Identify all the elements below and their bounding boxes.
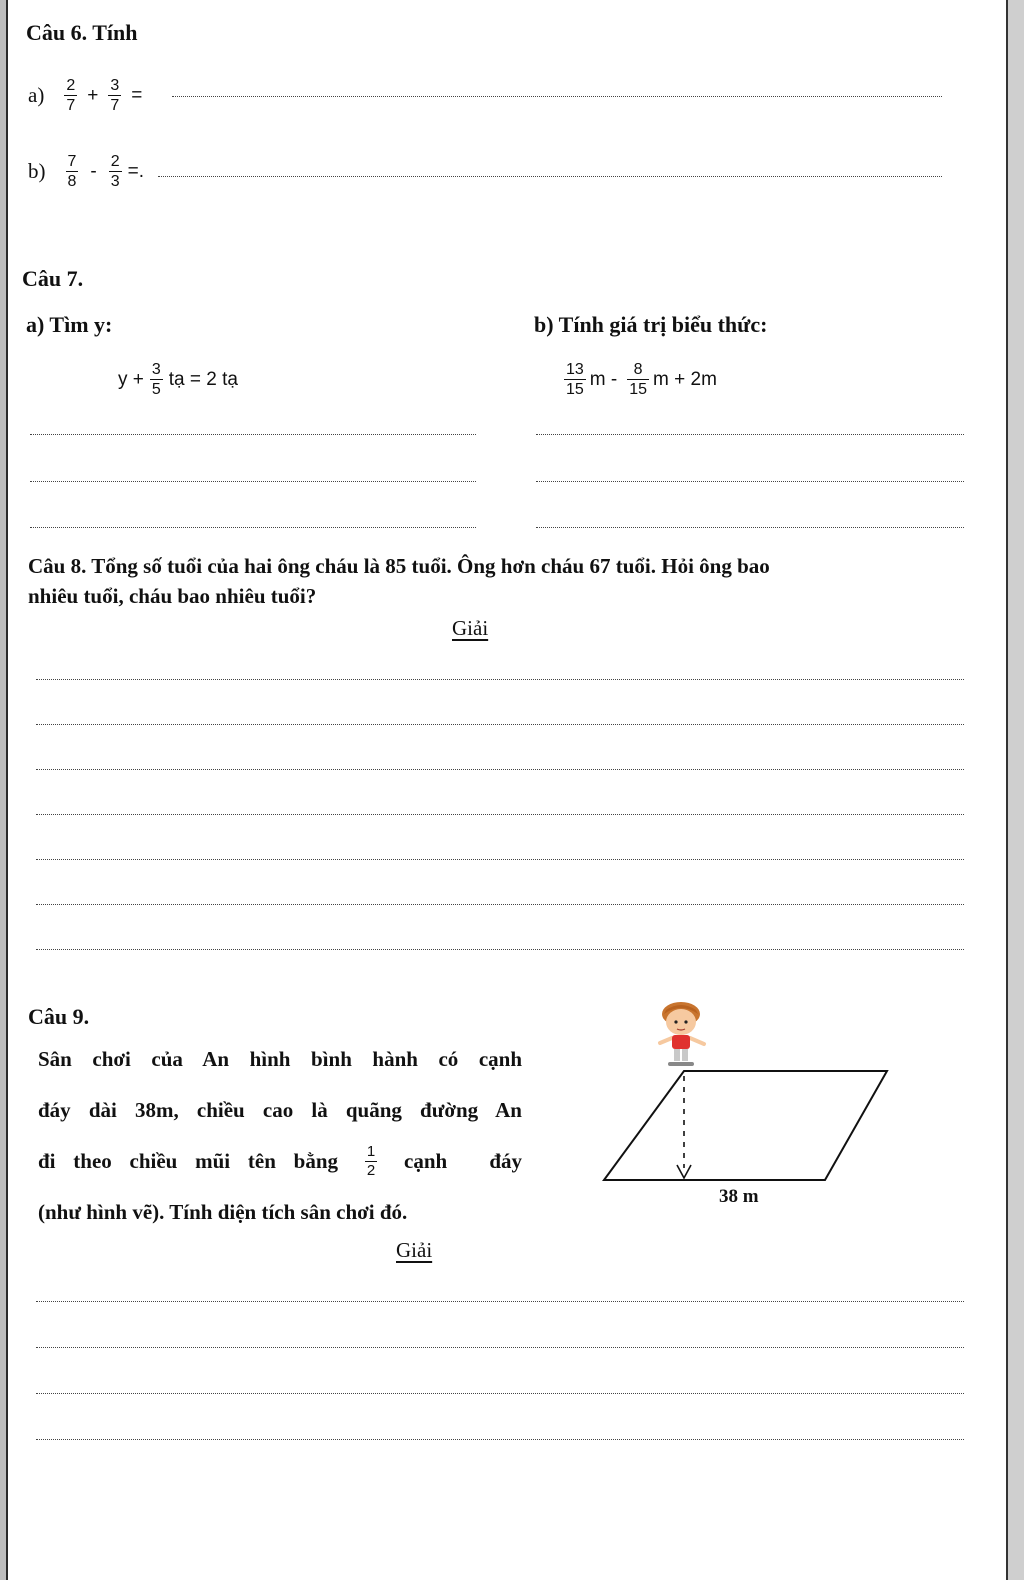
q7-b-post: m + 2m (653, 368, 717, 390)
parallelogram-shape (604, 1071, 887, 1180)
q9-base-label: 38 m (719, 1186, 759, 1207)
q6-b-expression (28, 152, 144, 191)
q7-a-equation (118, 360, 238, 399)
q6-a-expression (28, 76, 142, 115)
q6-b-operator: - (90, 160, 97, 182)
q7-b-mid: m - (589, 368, 618, 390)
q9-text-line-3-post: cạnh đáy (404, 1149, 522, 1173)
q6-a-fraction-1: $\frac{2}{7}$ (66, 77, 76, 114)
q6-a-operator: + (87, 84, 99, 106)
q7-a-answer-line[interactable] (30, 434, 476, 435)
q7-a-heading: a) Tìm y: (26, 312, 113, 337)
q8-question-line-2: nhiêu tuổi, cháu bao nhiêu tuổi? (28, 584, 317, 608)
q6-b-fraction-2: $\frac{2}{3}$ (110, 153, 120, 190)
q7-a-post: tạ = 2 tạ (168, 368, 238, 390)
q8-answer-line[interactable] (36, 769, 964, 770)
q7-title: Câu 7. (22, 266, 84, 291)
q9-answer-line[interactable] (36, 1301, 964, 1302)
q8-answer-line[interactable] (36, 724, 964, 725)
q9-answer-line[interactable] (36, 1347, 964, 1348)
q7-a-pre: y + (118, 368, 144, 390)
q7-a-fraction: $\frac{3}{5}$ (151, 361, 161, 398)
q6-a-answer-line[interactable] (172, 96, 942, 97)
q9-answer-line[interactable] (36, 1393, 964, 1394)
boy-icon (660, 1002, 704, 1066)
q9-text-line-4: (như hình vẽ). Tính diện tích sân chơi đó. (38, 1200, 408, 1224)
q8-answer-line[interactable] (36, 859, 964, 860)
q7-b-heading: b) Tính giá trị biểu thức: (534, 312, 768, 337)
q6-a-fraction-2: $\frac{3}{7}$ (110, 77, 120, 114)
q8-question-line-1: Câu 8. Tổng số tuổi của hai ông cháu là 85 tuổi. Ông hơn cháu 67 tuổi. Hỏi ông bao (28, 554, 770, 578)
q8-answer-line[interactable] (36, 904, 964, 905)
q6-a-label: a) (28, 83, 45, 107)
page-edge-left-line (6, 0, 8, 1580)
q9-text-line-3-pre: đi theo chiều mũi tên bằng (38, 1149, 338, 1173)
q9-text-line-1: Sân chơi của An hình bình hành có cạnh (38, 1047, 522, 1071)
q9-text-line-2: đáy dài 38m, chiều cao là quãng đường An (38, 1098, 522, 1122)
q8-answer-line[interactable] (36, 949, 964, 950)
q6-a-equals: = (131, 84, 143, 106)
q9-fraction-half: $\frac{1}{2}$ (366, 1143, 376, 1179)
q8-answer-line[interactable] (36, 679, 964, 680)
height-arrow (677, 1076, 691, 1178)
q9-text-line-3 (38, 1136, 522, 1187)
q7-a-answer-line[interactable] (30, 481, 476, 482)
q9-title: Câu 9. (28, 1004, 90, 1029)
q7-b-answer-line[interactable] (536, 434, 964, 435)
q7-b-expression (562, 360, 717, 399)
q6-b-fraction-1: $\frac{7}{8}$ (67, 153, 77, 190)
q8-giai-heading: Giải (452, 616, 489, 640)
q7-b-fraction-1: $\frac{13}{15}$ (566, 361, 584, 398)
q6-b-answer-line[interactable] (158, 176, 942, 177)
q6-b-equals: =. (127, 160, 145, 182)
q7-b-answer-line[interactable] (536, 527, 964, 528)
q7-a-answer-line[interactable] (30, 527, 476, 528)
page-edge-right (1008, 0, 1024, 1580)
q7-b-fraction-2: $\frac{8}{15}$ (629, 361, 648, 398)
q9-giai-heading: Giải (396, 1238, 433, 1262)
q8-answer-line[interactable] (36, 814, 964, 815)
q6-b-label: b) (28, 159, 46, 183)
q9-answer-line[interactable] (36, 1439, 964, 1440)
q9-problem-text (38, 1034, 522, 1238)
q7-b-answer-line[interactable] (536, 481, 964, 482)
q6-title: Câu 6. Tính (26, 20, 138, 45)
